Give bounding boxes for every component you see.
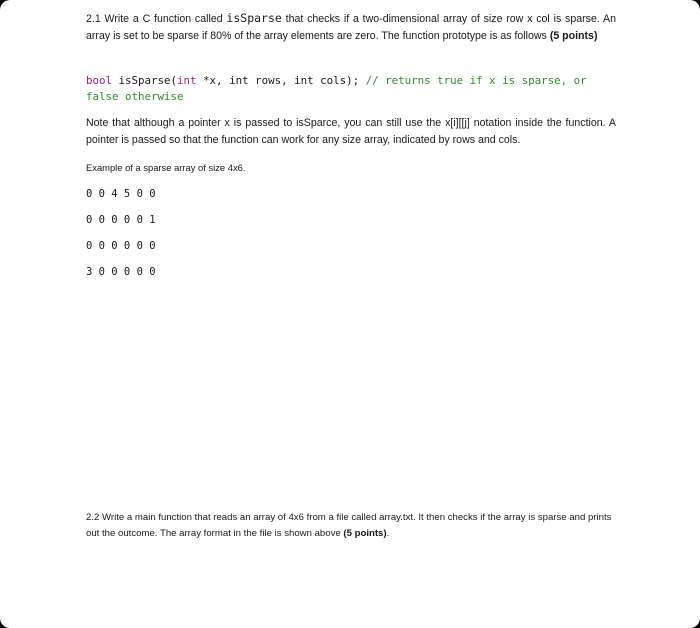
array-row: 0 0 4 5 0 0 <box>86 188 156 200</box>
question-2-1-body: that checks if a two-dimensional array of size row x col is sparse. An array is set to be sparse if 80% of the array elements are zero. The function prototype is as follows <box>86 13 616 42</box>
question-2-2-text: 2.2 Write a main function that reads an array of 4x6 from a file called array.txt. It then checks if the array is sparse and prints out the outcome. The array format in the file is shown above <box>86 512 612 539</box>
question-2-1-prefix: 2.1 Write a C function called <box>86 13 227 25</box>
function-name: isSparse <box>226 11 282 25</box>
code-comment: // returns true if x is sparse, or false otherwise <box>86 74 594 103</box>
note-paragraph: Note that although a pointer x is passed to isSparce, you can still use the x[i][[j] notation inside the function. A pointer is passed so that the function can work for any size array, indicated by rows and cols. <box>86 117 616 146</box>
question-2-2-points: (5 points) <box>343 528 387 539</box>
code-keyword-int: int <box>177 74 197 87</box>
function-prototype <box>86 73 616 104</box>
code-arg-cols: cols); <box>313 74 366 87</box>
question-2-2-end: . <box>386 528 390 539</box>
code-keyword-int: int <box>294 74 314 87</box>
array-row: 0 0 0 0 0 0 <box>86 240 156 252</box>
code-keyword-bool: bool <box>86 74 113 87</box>
question-2-2 <box>86 510 616 542</box>
code-arg-x: *x, <box>196 74 230 87</box>
code-arg-rows: rows, <box>248 74 295 87</box>
array-row: 0 0 0 0 0 1 <box>86 214 156 226</box>
array-row: 3 0 0 0 0 0 <box>86 266 156 278</box>
question-2-1 <box>86 10 616 45</box>
code-function-name: isSparse( <box>112 74 178 87</box>
example-label: Example of a sparse array of size 4x6. <box>86 162 246 173</box>
code-keyword-int: int <box>229 74 249 87</box>
question-2-1-points: (5 points) <box>549 30 598 42</box>
